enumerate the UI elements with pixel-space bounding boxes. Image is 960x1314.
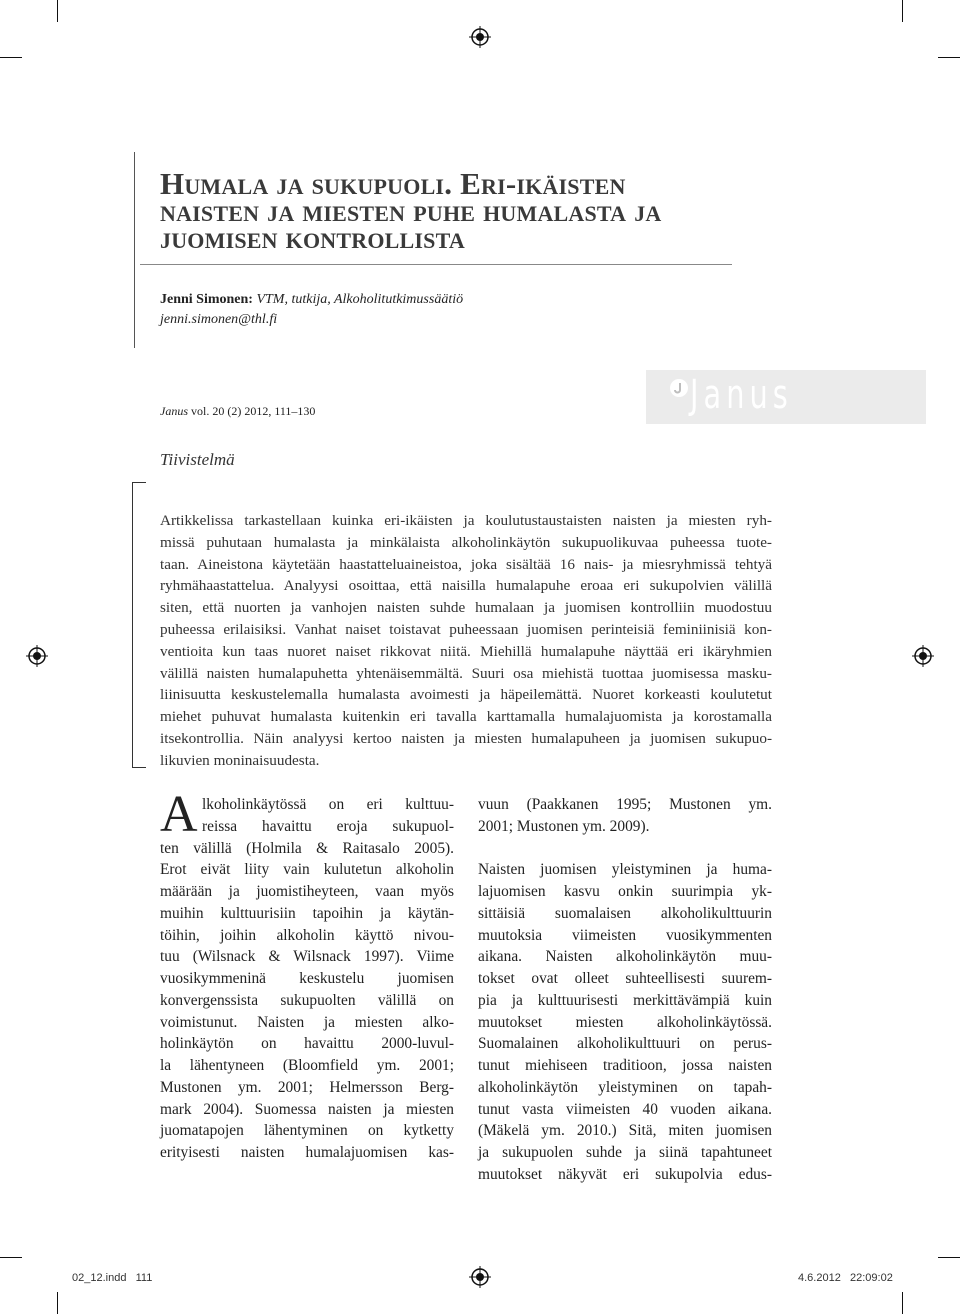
abstract-line: likuvien moninaisuudesta.: [160, 751, 320, 769]
body-line: Mustonen ym. 2001; Helmersson Berg-: [160, 1078, 454, 1096]
body-line: muihin kulttuurisiin tapoihin ja käytän-: [160, 904, 454, 922]
body-line: voimistunut. Naisten ja miesten alko-: [160, 1013, 454, 1031]
author-affiliation: VTM, tutkija, Alkoholitutkimussäätiö: [256, 292, 464, 307]
title-line: Humala ja sukupuoli. Eri-ikäisten: [160, 166, 626, 201]
body-line: vuun (Paakkanen 1995; Mustonen ym.: [478, 796, 772, 813]
journal-name: Janus: [160, 404, 188, 418]
abstract-line: Artikkelissa tarkastellaan kuinka eri-ikäisten ja koulutustaustaisten naisten ja miesten ryh-: [160, 512, 772, 529]
body-line: mark 2004). Suomessa naisten ja miesten: [160, 1100, 454, 1118]
body-column-2: [478, 794, 772, 1186]
body-line: pia ja kulttuurisesti merkittävämpiä kuin: [478, 991, 772, 1009]
crop-mark: [902, 0, 903, 22]
body-line: alkoholinkäytön yleistyminen on tapah-: [478, 1078, 772, 1096]
article-title: [160, 166, 760, 255]
body-column-1: [160, 786, 454, 1164]
body-line: Erot eivät liity vain kulutetun alkoholin: [160, 861, 454, 879]
body-line: tunut miehiseen traditioon, jossa naisten: [478, 1057, 772, 1074]
abstract-line: ventioita kun taas nuoret naiset rikkovat niitä. Miehillä humalapuhe näyttää eri ikäryhmien: [160, 642, 772, 660]
author-name: Jenni Simonen:: [160, 292, 253, 307]
author-email: jenni.simonen@thl.fi: [160, 312, 278, 327]
crop-mark: [902, 1292, 903, 1314]
registration-mark-icon: [469, 1266, 491, 1288]
body-line: (Mäkelä ym. 2010.) Sitä, miten juomisen: [478, 1122, 772, 1140]
crop-mark: [57, 0, 58, 22]
body-line: 2001; Mustonen ym. 2009).: [478, 817, 650, 835]
abstract-bracket-bottom: [132, 767, 146, 768]
abstract-line: siten, että nuorten ja vanhojen naisten suhde humalaan ja juomisen kontrolliin muodostuu: [160, 599, 772, 617]
crop-mark: [938, 57, 960, 58]
registration-mark-icon: [469, 26, 491, 48]
title-line: naisten ja miesten puhe humalasta ja: [160, 193, 662, 228]
crop-mark: [938, 1257, 960, 1258]
footer-file: 02_12.indd 111: [72, 1272, 153, 1284]
body-line: tunut vasta viimeisten 40 vuoden aikana.: [478, 1100, 772, 1118]
drop-cap: A: [160, 786, 198, 843]
body-line: Suomalainen alkoholikulttuuri on perus-: [478, 1035, 772, 1053]
body-line: lkoholinkäytössä on eri kulttuu-: [202, 796, 454, 813]
title-line: juomisen kontrollista: [160, 220, 465, 255]
janus-emblem-icon: [669, 378, 689, 398]
body-line: määrään ja juomistiheyteen, vaan myös: [160, 883, 454, 900]
abstract-line: välillä naisten humalapuhetta yhtenäisemmältä. Suuri osa miehistä tuottaa juomisessa masku-: [160, 664, 772, 682]
body-line: erityisesti naisten humalajuomisen kas-: [160, 1144, 454, 1161]
crop-mark: [0, 57, 22, 58]
abstract-text: [160, 510, 772, 772]
body-line: aikana. Naisten alkoholinkäytön muu-: [478, 948, 772, 966]
header-vertical-rule: [134, 152, 135, 348]
abstract-line: ryhmähaastattelua. Analyysi osoittaa, että naisilla humalapuhe eroaa eri sukupolvien välillä: [160, 577, 772, 595]
body-line: reissa havaittu eroja sukupuol-: [202, 817, 454, 835]
abstract-heading: Tiivistelmä: [160, 450, 235, 469]
footer-datetime: 4.6.2012 22:09:02: [798, 1272, 893, 1284]
abstract-line: liinisuutta keskustelemalla humalasta avoimesti ja häpeilemättä. Nuoret korkeasti koulutetut: [160, 686, 772, 704]
author-line: [160, 292, 463, 308]
crop-mark: [57, 1292, 58, 1314]
body-line: lajuomisen kasvu onkin suurimpia yk-: [478, 883, 772, 900]
crop-mark: [0, 1257, 22, 1258]
body-line: Naisten juomisen yleistyminen ja huma-: [478, 861, 772, 879]
registration-mark-icon: [26, 645, 48, 667]
janus-logo-word: Janus: [690, 372, 793, 418]
body-line: juomatapojen lähentyminen on kytketty: [160, 1122, 454, 1140]
body-line: ja sukupuolen suhde ja siinä tapahtuneet: [478, 1144, 772, 1161]
body-line: tokset ovat olleet suhteellisesti suurem-: [478, 970, 772, 987]
body-line: ten välillä (Holmila & Raitasalo 2005).: [160, 839, 454, 857]
body-line: muutokset miesten alkoholinkäytössä.: [478, 1013, 772, 1031]
title-rule: [140, 264, 732, 265]
abstract-line: puheessa erilaisiksi. Vanhat naiset toistavat puheessaan juomisen perinteisiä feminiinisiä kon-: [160, 620, 772, 638]
paragraph-gap: [478, 838, 772, 860]
body-line: töihin, joihin alkoholin käyttö nivou-: [160, 926, 454, 944]
abstract-bracket-top: [132, 482, 146, 483]
citation: [160, 404, 315, 419]
body-line: la lähentyneen (Bloomfield ym. 2001;: [160, 1057, 454, 1074]
body-line: konvergenssista sukupuolten välillä on: [160, 991, 454, 1009]
abstract-bracket: [132, 482, 133, 768]
abstract-line: taan. Aineistona käytetään haastatteluaineistoa, joka sisältää 16 nais- ja miesryhmissä tehtyä: [160, 555, 772, 573]
body-line: tuu (Wilsnack & Wilsnack 1997). Viime: [160, 948, 454, 966]
body-line: vuosikymmeninä keskustelu juomisen: [160, 970, 454, 987]
body-line: sittäisiä suomalaisen alkoholikulttuurin: [478, 904, 772, 922]
citation-details: vol. 20 (2) 2012, 111–130: [191, 404, 316, 418]
registration-mark-icon: [912, 645, 934, 667]
body-line: muutoksia viimeisten vuosikymmenten: [478, 926, 772, 944]
abstract-line: missä puhutaan humalasta ja minkälaista alkoholinkäytön sukupuolikuvaa puheessa tuote-: [160, 533, 772, 551]
body-line: holinkäytön on havaittu 2000-luvul-: [160, 1035, 454, 1053]
body-line: muutokset näkyvät eri sukupolvia edus-: [478, 1165, 772, 1183]
abstract-line: miehet puhuvat humalasta kuitenkin eri tavalla karttamalla humalajuomista ja korostamalla: [160, 708, 772, 726]
abstract-line: itsekontrollia. Näin analyysi kertoo naisten ja miesten humalapuheen ja juomisen sukupuo-: [160, 729, 772, 747]
